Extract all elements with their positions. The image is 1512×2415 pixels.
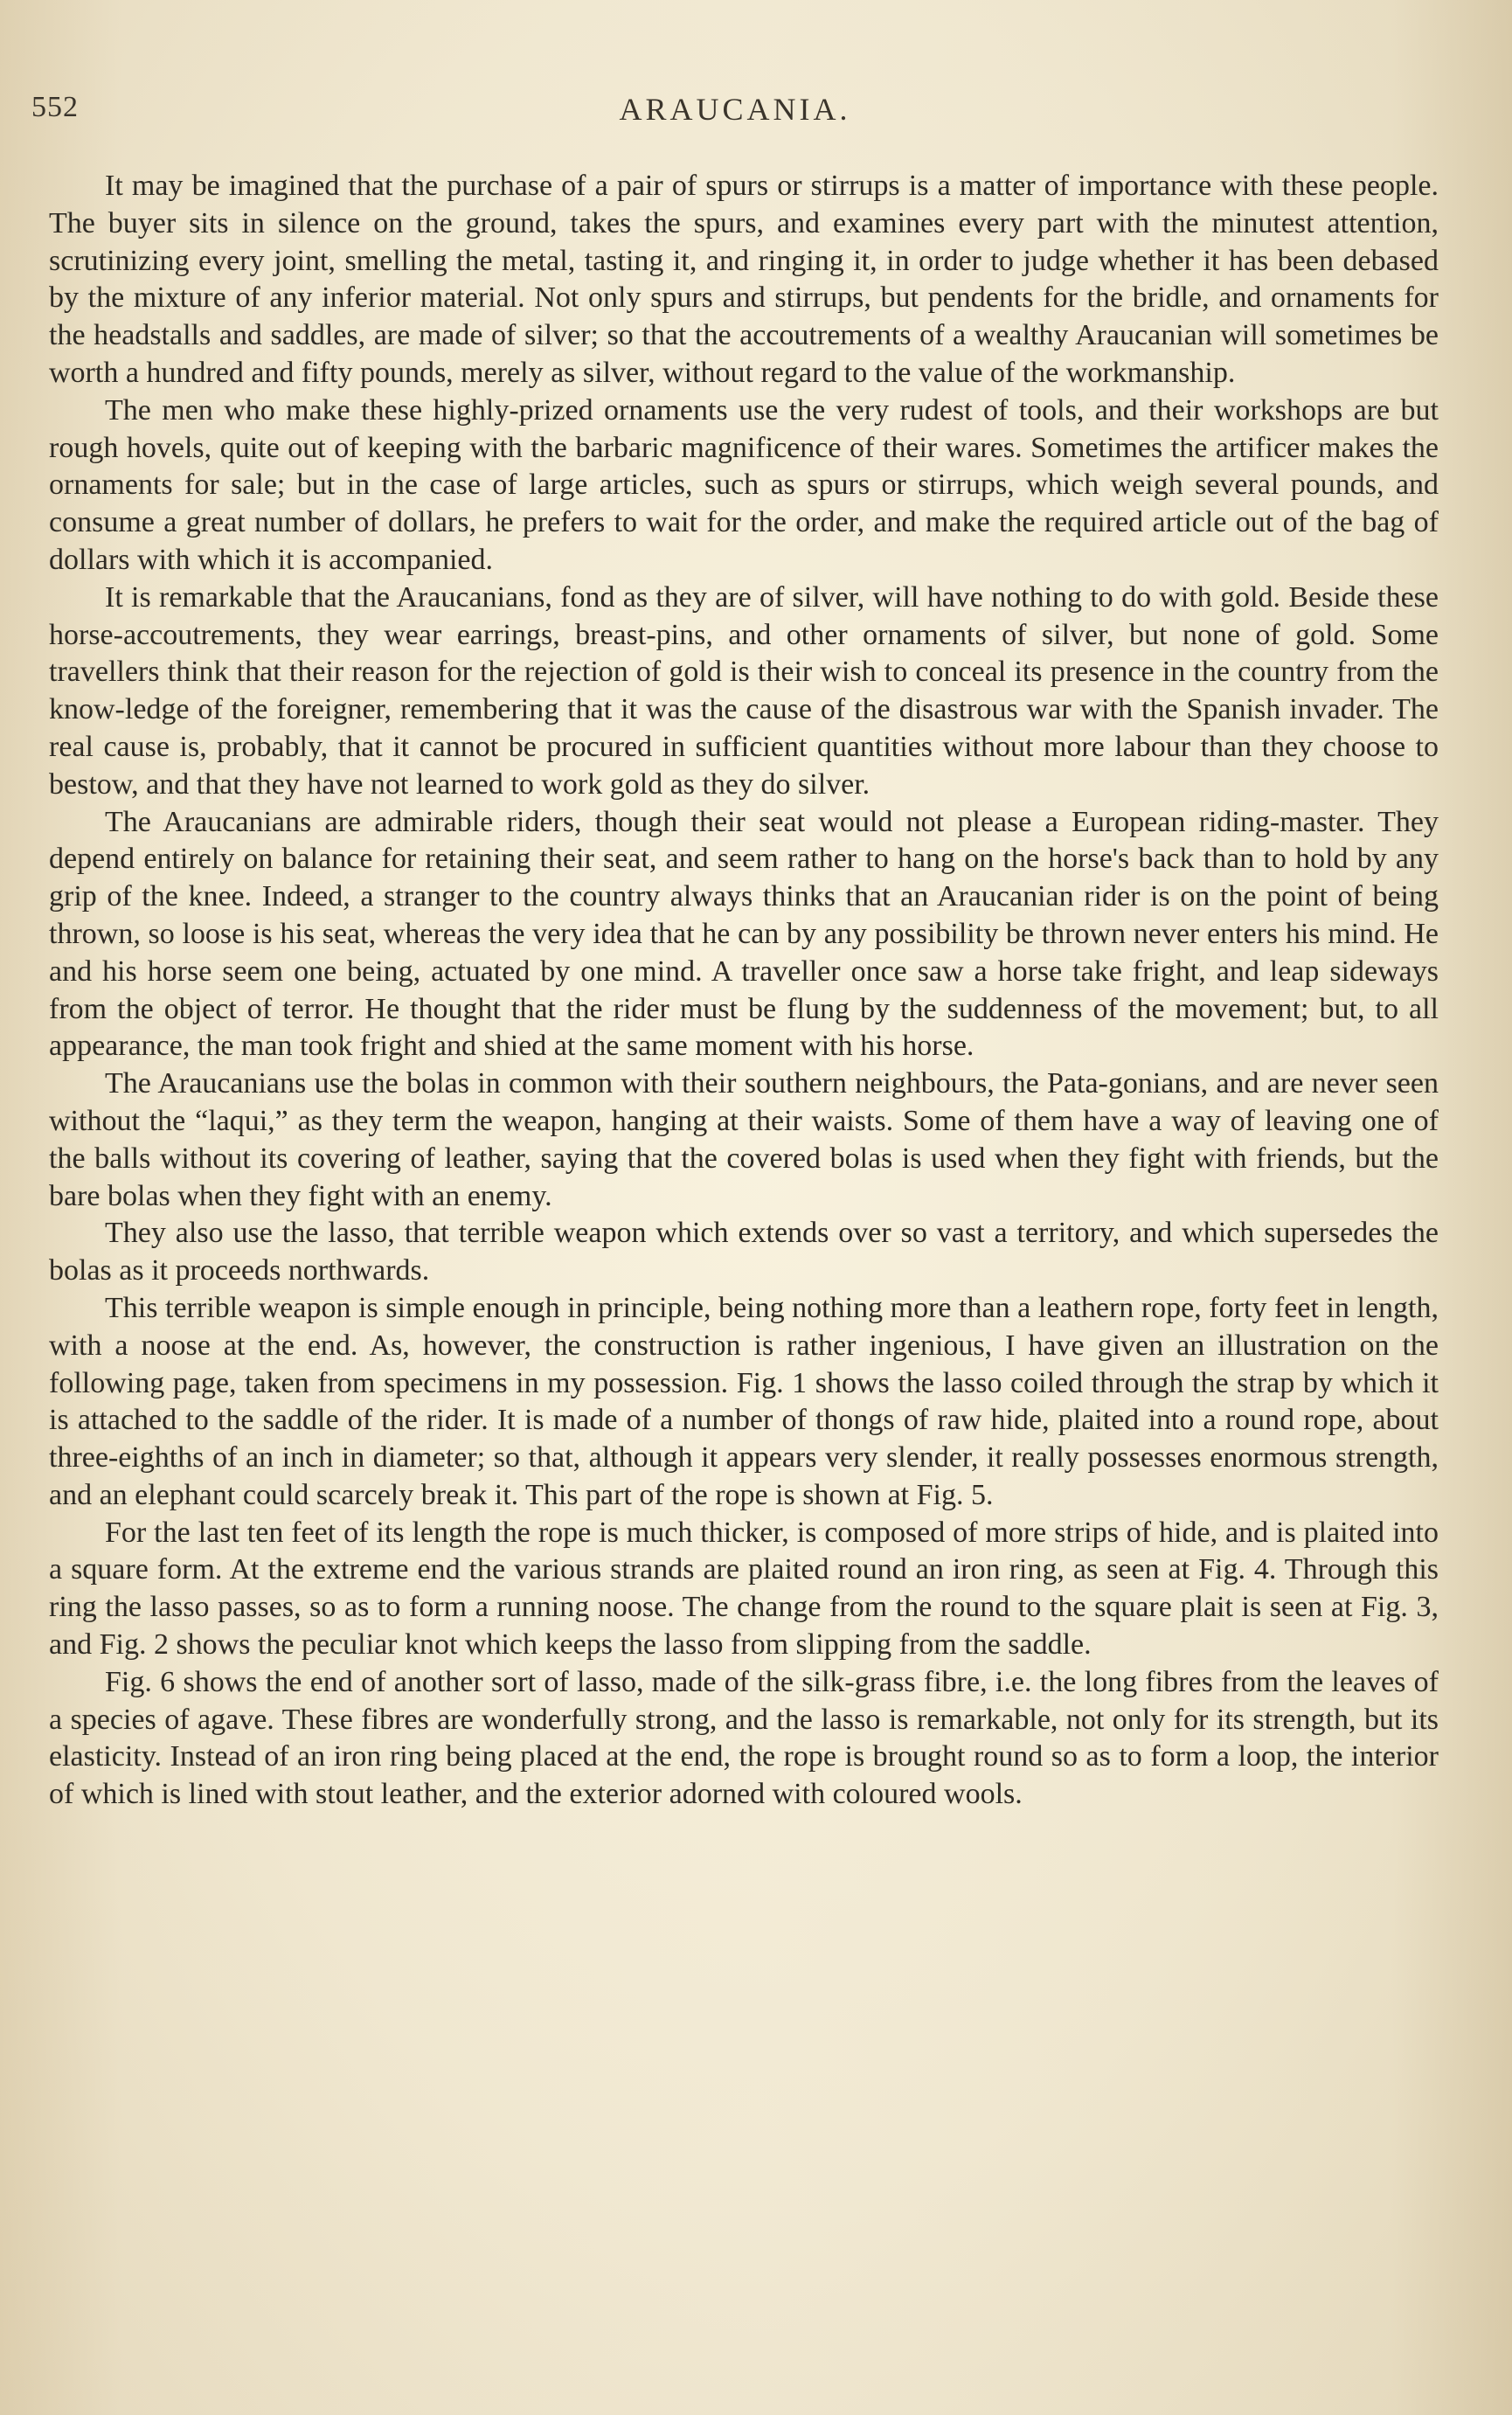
paragraph: The men who make these highly-prized ornaments use the very rudest of tools, and their workshops are but rough hovels, quite out of keeping with the barbaric magnificence of their wares. Sometimes the artificer makes the ornaments for sale; but in the case of large articles, such as spurs or stirrups, which weigh several pounds, and consume a great number of dollars, he prefers to wait for the order, and make the required article out of the bag of dollars with which it is accompanied. [49,393,1439,576]
page-number: 552 [31,91,79,123]
paragraph: The Araucanians are admirable riders, though their seat would not please a European riding-master. They depend entirely on balance for retaining their seat, and seem rather to hang on the horse's back than to hold by any grip of the knee. Indeed, a stranger to the country always thinks that an Araucanian rider is on the point of being thrown, so loose is his seat, whereas the very idea that he can by any possibility be thrown never enters his mind. He and his horse seem one being, actuated by one mind. A traveller once saw a horse take fright, and leap sideways from the object of terror. He thought that the rider must be flung by the suddenness of the movement; but, to all appearance, the man took fright and shied at the same moment with his horse. [49,805,1439,1063]
paragraph: Fig. 6 shows the end of another sort of lasso, made of the silk-grass fibre, i.e. the long fibres from the leaves of a species of agave. These fibres are wonderfully strong, and the lasso is remarkable, not only for its strength, but its elasticity. Instead of an iron ring being placed at the end, the rope is brought round so as to form a loop, the interior of which is lined with stout leather, and the exterior adorned with coloured wools. [49,1665,1439,1811]
body-text [49,168,1439,1814]
running-title: ARAUCANIA. [619,92,851,127]
paragraph: It may be imagined that the purchase of a pair of spurs or stirrups is a matter of importance with these people. The buyer sits in silence on the ground, takes the spurs, and examines every part with the minutest attention, scrutinizing every joint, smelling the metal, tasting it, and ringing it, in order to judge whether it has been debased by the mixture of any inferior material. Not only spurs and stirrups, but pendents for the bridle, and ornaments for the headstalls and saddles, are made of silver; so that the accoutrements of a wealthy Araucanian will sometimes be worth a hundred and fifty pounds, merely as silver, without regard to the value of the workmanship. [49,170,1439,389]
paragraph: For the last ten feet of its length the rope is much thicker, is composed of more strips of hide, and is plaited into a square form. At the extreme end the various strands are plaited round an iron ring, as seen at Fig. 4. Through this ring the lasso passes, so as to form a running noose. The change from the round to the square plait is seen at Fig. 3, and Fig. 2 shows the peculiar knot which keeps the lasso from slipping from the saddle. [49,1516,1439,1662]
page-header [31,91,1439,135]
paragraph: They also use the lasso, that terrible weapon which extends over so vast a territory, and which supersedes the bolas as it proceeds northwards. [49,1217,1439,1287]
paragraph: The Araucanians use the bolas in common with their southern neighbours, the Pata-gonians, and are never seen without the “laqui,” as they term the weapon, hanging at their waists. Some of them have a way of leaving one of the balls without its covering of leather, saying that the covered bolas is used when they fight with friends, but the bare bolas when they fight with an enemy. [49,1067,1439,1212]
paragraph: This terrible weapon is simple enough in principle, being nothing more than a leathern rope, forty feet in length, with a noose at the end. As, however, the construction is rather ingenious, I have given an illustration on the following page, taken from specimens in my possession. Fig. 1 shows the lasso coiled through the strap by which it is attached to the saddle of the rider. It is made of a number of thongs of raw hide, plaited into a round rope, about three-eighths of an inch in diameter; so that, although it appears very slender, it really possesses enormous strength, and an elephant could scarcely break it. This part of the rope is shown at Fig. 5. [49,1291,1439,1511]
paragraph: It is remarkable that the Araucanians, fond as they are of silver, will have nothing to do with gold. Beside these horse-accoutrements, they wear earrings, breast-pins, and other ornaments of silver, but none of gold. Some travellers think that their reason for the rejection of gold is their wish to conceal its presence in the country from the know-ledge of the foreigner, remembering that it was the cause of the disastrous war with the Spanish invader. The real cause is, probably, that it cannot be procured in sufficient quantities without more labour than they choose to bestow, and that they have not learned to work gold as they do silver. [49,580,1439,801]
